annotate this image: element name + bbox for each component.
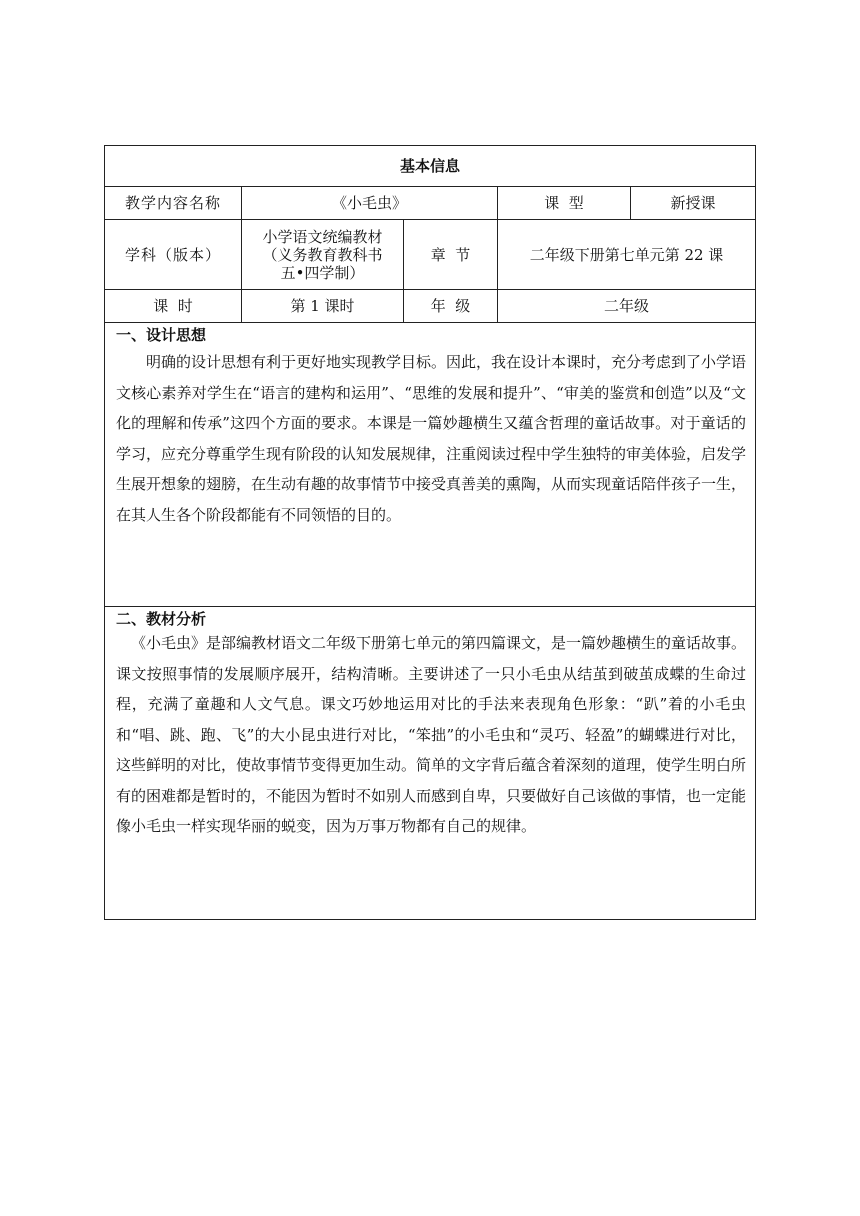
lesson-type-value: 新授课 <box>631 187 755 220</box>
grade-label: 年 级 <box>404 290 498 323</box>
analysis-body: 《小毛虫》是部编教材语文二年级下册第七单元的第四篇课文，是一篇妙趣横生的童话故事。课文按照事情的发展顺序展开，结构清晰。主要讲述了一只小毛虫从结茧到破茧成蝶的生命过程，充满了童趣和人文气息。课文巧妙地运用对比的手法来表现角色形象：“趴”着的小毛虫和“唱、跳、跑、飞”的大小昆虫进行对比，“笨拙”的小毛虫和“灵巧、轻盈”的蝴蝶进行对比，这些鲜明的对比，使故事情节变得更加生动。简单的文字背后蕴含着深刻的道理，使学生明白所有的困难都是暂时的，不能因为暂时不如别人而感到自卑，只要做好自己该做的事情，也一定能像小毛虫一样实现华丽的蜕变，因为万事万物都有自己的规律。 <box>116 634 747 835</box>
analysis-heading: 二、教材分析 <box>116 610 207 628</box>
edition-line-3: 五•四学制） <box>280 263 365 282</box>
design-body: 明确的设计思想有利于更好地实现教学目标。因此，我在设计本课时，充分考虑到了小学语文核心素养对学生在“语言的建构和运用”、“思维的发展和提升”、“审美的鉴赏和创造”以及“文化的理解和传承”这四个方面的要求。本课是一篇妙趣横生又蕴含哲理的童话故事。对于童话的学习，应充分尊重学生现有阶段的认知发展规律，注重阅读过程中学生独特的审美体验，启发学生展开想象的翅膀，在生动有趣的故事情节中接受真善美的熏陶，从而实现童话陪伴孩子一生，在其人生各个阶段都能有不同领悟的目的。 <box>116 353 747 524</box>
table-title: 基本信息 <box>105 146 755 187</box>
chapter-label: 章 节 <box>404 220 498 290</box>
analysis-section <box>105 608 755 918</box>
edition-line-1: 小学语文统编教材 <box>262 227 383 246</box>
lesson-info-table <box>104 145 756 920</box>
design-heading: 一、设计思想 <box>116 326 207 344</box>
chapter-value: 二年级下册第七单元第 22 课 <box>498 220 755 290</box>
lesson-type-label: 课 型 <box>498 187 631 220</box>
section-divider <box>105 606 755 607</box>
class-hours-value: 第 1 课时 <box>242 290 404 323</box>
content-name-label: 教学内容名称 <box>105 187 242 220</box>
content-name-value: 《小毛虫》 <box>242 187 498 220</box>
edition-line-2: （义务教育教科书 <box>262 245 383 264</box>
design-section <box>105 324 755 606</box>
subject-edition-value <box>242 220 404 290</box>
subject-edition-label: 学科（版本） <box>105 220 242 290</box>
grade-value: 二年级 <box>498 290 755 323</box>
class-hours-label: 课 时 <box>105 290 242 323</box>
